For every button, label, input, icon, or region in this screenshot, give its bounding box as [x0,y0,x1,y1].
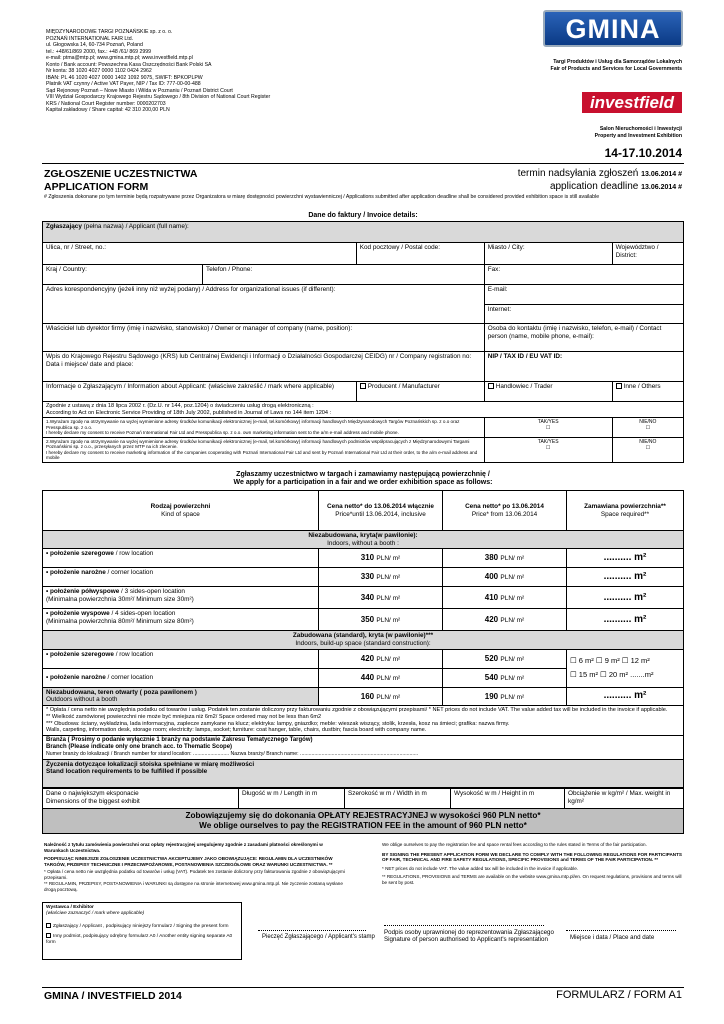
built-row-2-p2-unit: PLN/ m² [500,674,525,682]
contact-field[interactable] [484,324,683,352]
outdoor-space-input[interactable]: .......... m² [567,687,684,705]
exhibitor-title: Wystawca / Exhibitor [46,905,94,910]
krs-label: Wpis do Krajowego Rejestru Sądowego (KRS) lub Centralnej Ewidencji i Informacji o Działalności Gospodarczej CEIDG) nr / Company registration no: [46,353,472,360]
company-line: Sąd Rejonowy Poznań – Nowe Miasto i Wilda w Poznaniu / Poznań District Court [46,87,233,94]
consent-1-no[interactable] [612,418,683,438]
indoor-row-p2-value: 420 [484,614,499,624]
company-info [46,29,366,114]
law-pl: Zgodnie z ustawą z dnia 18 lipca 2002 r. (Dz.U. nr 144, poz.1204) o świadczeniu usług drogą elektroniczną : [46,403,314,409]
deadline-note: # Zgłoszenia dokonane po tym terminie będą rozpatrywane przez Organizatora w miarę dostępności powierzchni wystawienniczej / Applications submitted after application deadline shall be considered provided exhibition space is still available [44,194,600,200]
indoor-row [43,587,684,609]
invoice-section-title: Dane do faktury / Invoice details: [308,212,418,219]
registration-fee [43,809,684,834]
indoor-row-label [43,568,319,587]
col-space [567,491,684,531]
terms-right-3: * NET prices do not include VAT. The value added tax will be included in the invoice if applicable. [382,866,579,872]
indoor-row-label [43,549,319,568]
signature-pl: Podpis osoby uprawnionej do reprezentowania Zgłaszającego [384,929,554,936]
indoor-row-en: / 4 sides-open location [109,610,176,618]
built-row-1-p1-unit: PLN/ m² [376,655,401,663]
col-kind [43,491,319,531]
length-field[interactable] [239,789,345,809]
owner-field[interactable] [43,324,485,352]
col-price-early [319,491,443,531]
space-note-3: *** Obudowa: ściany, wykładzina, lada informacyjna, zaplecze zamykane na klucz; elektryka: lampy, gniazdko; meble: wieszak wiszący, stolik, krzesła, kosz na śmieci; grafika: nazwa firmy. [46,720,510,727]
exhibitor-mark: (właściwe zaznaczyć / mark where applicable) [46,911,145,917]
internet-field[interactable] [484,305,683,324]
indoor-row-p2-value: 400 [484,572,499,582]
outdoor-p2-value: 190 [484,691,499,701]
phone-field[interactable] [203,265,485,285]
branch-line[interactable]: Numer branży do lokalizacji / Branch number for stand location: ......................... Nazwa branży/ Branch name: .................................................................................. [46,751,419,758]
nip-field[interactable] [484,352,683,382]
applicant-label-rest: (pełna nazwa) / Applicant (full name): [83,223,189,230]
company-line: Płatnik VAT czynny / Active VAT Payer, NIP / Tax ID: 777-00-00-488 [46,81,201,87]
indoor-row [43,568,684,587]
load-label: Obciążenie w kg/m² / Max. weight in kg/m² [568,790,671,805]
exhibitor-opt-2[interactable] [46,933,238,947]
height-label: Wysokość w m / Height in m [454,790,535,797]
trader-label: Handlowiec / Trader [495,383,553,390]
company-line: Kapitał zakładowy / Share capital: 42 310 200,00 PLN [46,107,170,113]
footer-right: FORMULARZ / FORM A1 [556,989,682,1001]
built-row-1-pl: • położenie szeregowe [46,650,114,658]
others-label: Inne / Others [623,383,661,390]
built-row-1-en: / row location [113,650,154,658]
applicant-label-pl: Zgłaszający [46,223,82,230]
city-field[interactable] [484,243,612,265]
consent-1-yes-box[interactable]: ☐ [545,425,551,432]
company-line: tel.: +48/61/869 2000, fax.: +48 /61/ 869 2999 [46,48,151,55]
gmina-desc-pl: Targi Produktów i Usług dla Samorządów Lokalnych [553,59,682,65]
indoor-row-p1 [319,609,443,631]
applicant-info-text: Informacje o Zgłaszającym / Information about Applicant: (właściwe zakreślić / mark where applicable) [46,383,335,390]
footer-rule [42,987,684,988]
indoor-row-pl: • położenie narożne [46,569,106,577]
indoor-row-p2-unit: PLN/ m² [500,574,525,582]
exhibitor-opt-1-checkbox[interactable] [46,923,51,928]
indoor-row-p1-unit: PLN/ m² [376,555,401,563]
built-row-1-p2-value: 520 [484,653,499,663]
consent-1-no-box[interactable]: ☐ [645,425,651,432]
province-label: Województwo / District: [615,244,659,259]
investfield-desc-en: Property and Investment Exhibition [594,133,682,139]
built-row-2-en: / corner location [105,673,154,681]
others-option[interactable] [612,382,683,402]
city-label: Miasto / City: [487,244,525,251]
indoor-row-p1-unit: PLN/ m² [376,616,401,624]
space-note-2: ** Wielkość zamówionej powierzchni nie może być mniejsza niż 6m2/ Space ordered may not be less than 6m2 [46,713,322,720]
indoor-row [43,609,684,631]
outdoor-p2 [443,687,567,705]
built-row-2 [43,668,319,687]
indoor-row-p2 [443,587,567,609]
indoor-row-en: / row location [113,550,154,558]
indoor-row-label [43,587,319,609]
company-line: VIII Wydział Gospodarczy Krajowego Rejestru Sądowego / 8th Division of National Court Register [46,94,271,100]
terms-left-4: ** REGULAMIN, PRZEPISY, POSTANOWIENIA i WARUNKI są dostępne na stronie internetowej www.gmina.mtp.pl. Nie zyczenie zostaną wysłane drogą pocztową. [44,881,343,893]
col-kind-pl: Rodzaj powierzchni [150,502,211,510]
space-table [42,490,684,788]
consent-2-no-label: NIE/NO [639,438,657,445]
built-row-2-p2-value: 540 [484,672,499,682]
location-pl: Życzenia dotyczące lokalizacji stoiska spełniane w miarę możliwości [46,760,255,768]
indoor-row [43,549,684,568]
height-field[interactable] [451,789,565,809]
indoor-row-pl: • położenie szeregowe [46,550,114,558]
postal-field[interactable] [356,243,484,265]
title-pl: ZGŁOSZENIE UCZESTNICTWA [44,168,198,180]
indoor-pl: Niezabudowana, kryta(w pawilonie): [308,532,418,539]
company-line: Nr konta: 38 1020 4027 0000 1102 0424 2962 [46,68,152,74]
company-line: POZNAŃ INTERNATIONAL FAIR Ltd. [46,35,134,42]
exhibit-table [42,788,684,834]
investfield-desc-pl: Salon Nieruchomości i Inwestycji [599,126,682,132]
deadline-en [420,181,682,193]
consent-1-pl: 1.Wyrażam zgodę na otrzymywanie na wyżej wymienione adresy środków komunikacji elektronicznej (e-mail, tel.komórkowy) informacji handlowych Międzynarodowych Targów Poznańskich sp. z o.o oraz Presspublica sp. z o.o. [46,419,460,430]
indoor-en: Indoors, without a booth : [327,539,399,547]
built-row-2-p1-value: 440 [360,672,375,682]
built-subheader [43,631,684,649]
producer-label: Producent / Manufacturer [367,383,440,390]
indoor-row-min: (Minimalna powierzchnia 80m²/ Minimum size 80m²) [46,618,194,626]
indoor-row-p1 [319,568,443,587]
length-label: Długość w m / Length in m [242,790,318,797]
producer-option[interactable] [356,382,484,402]
signature-line[interactable] [384,925,544,926]
title-en: APPLICATION FORM [44,181,149,193]
law-en: According to Act on Electronic Service Providing of 18th July 2002, published in Journal of Laws no 144 item 1204 : [46,409,332,416]
indoor-row-p1 [319,587,443,609]
location-field[interactable] [43,759,684,787]
exhibitor-opt-2-checkbox[interactable] [46,933,51,938]
terms-right-4: ** REGULATIONS, PROVISIONS and TERMS are available on the website www.gmina.mtp.pl/en. On request regulations, provisions and terms will be sent by post. [382,873,682,885]
outdoor-p2-unit: PLN/ m² [500,693,525,701]
indoor-row-p2-value: 410 [484,592,499,602]
location-en: Stand location requirements to be fulfilled if possible [46,768,208,776]
terms-right-1: We oblige ourselves to pay the registration fee and space rental fees according to the rules stated in Terms of the fair participation. [382,842,647,847]
fax-field[interactable] [484,265,683,285]
consent-1-yes-label: TAK/YES [537,419,559,426]
fair-dates: 14-17.10.2014 [604,146,682,160]
others-checkbox[interactable] [616,383,622,389]
deadline-en-label: application deadline [549,181,639,192]
load-field[interactable] [565,789,684,809]
email-field[interactable] [484,285,683,305]
terms-left-2: PODPISUJĄC NINIEJSZE ZGŁOSZENIE UCZESTNICTWA AKCEPTUJEMY JAKO OBOWIĄZUJĄCE: REGULAMIN DLA UCZESTNIKÓW TARGÓW, PRZEPISY TECHNICZNE I PRZECIWPOŻAROWE, POSTANOWIENIA SZCZEGÓŁOWE ORAZ WARUNKI UCZESTNICTWA. ** [44,856,333,868]
indoor-row-space-input[interactable]: .......... m² [567,609,684,631]
fee-en: We oblige ourselves to pay the REGISTRATION FEE in the amount of 960 PLN netto* [199,820,527,830]
producer-checkbox[interactable] [360,383,366,389]
built-en: Indoors, build-up space (standard construction): [295,640,431,648]
biggest-pl: Dane o największym eksponacie [46,790,139,797]
street-field[interactable] [43,243,357,265]
company-line: IBAN: PL 46 1020 4027 0000 1402 1092 9075, SWIFT: BPKOPLPW [46,74,203,81]
indoor-row-space-input[interactable]: .......... m² [567,568,684,587]
col-price-early-en: Price*until 13.06.2014, inclusive [335,510,426,518]
invoice-table [42,221,684,463]
col-price-late-pl: Cena netto* po 13.06.2014 [465,502,544,510]
consent-2-yes-box[interactable]: ☐ [545,444,551,451]
street-label: Ulica, nr / Street, no.: [46,244,107,251]
col-price-late-en: Price* from 13.06.2014 [471,510,538,518]
law-notice [43,402,684,418]
company-line: ul. Głogowska 14, 60-734 Poznań, Poland [46,42,143,48]
company-line: Konto / Bank account: Powszechna Kasa Oszczędności Bank Polski SA [46,61,212,68]
built-sizes-line-1[interactable]: ☐ 6 m² ☐ 9 m² ☐ 12 m² [570,656,650,665]
internet-label: Internet: [487,306,512,313]
place-date-label: Miejsce i data / Place and date [570,934,655,941]
terms-left [44,842,348,893]
terms-left-3: * Opłata / cena netto nie uwzględnia podatku od towarów i usług (VAT). Podatek ten zostanie doliczony przy fakturowaniu zgodnie z obowiązującymi przepisami. [44,868,345,880]
fax-label: Fax: [487,266,501,273]
country-field[interactable] [43,265,203,285]
indoor-row-en: / corner location [105,569,154,577]
consent-2-pl: 2.Wyrażam zgodę na otrzymywanie na wyżej wymienione adresy środków komunikacji elektronicznej (e-mail, tel.komórkowy) informacji handlowych podmiotów współpracujących z Międzynarodowymi Targami Poznańskimi sp. z o.o., przesyłanych przez MTP na ich zlecenie. [46,438,470,450]
krs-field[interactable] [43,352,485,382]
outdoor-p1-unit: PLN/ m² [376,693,401,701]
consent-2-en: I hereby declare my consent to receive marketing information of the companies cooperating with Poznań International Fair Ltd and sent by Poznań International Fair Ltd at their order, to the a/m e-mail address and mobile [46,449,478,461]
krs-date-label: Data i miejsce/ date and place: [46,360,134,368]
built-row-1-p1-value: 420 [360,653,375,663]
company-line: MIĘDZYNARODOWE TARGI POZNAŃSKIE sp. z o. o. [46,29,173,35]
deadline-pl [420,168,682,180]
consent-1-en: I hereby declare my consent to receive Poznań International Fair Ltd and Presspublica sp. z o.o. own marketing information sent to the a/m e-mail address and mobile phone. [46,430,399,436]
exhibitor-opt-1[interactable] [46,923,238,930]
built-sizes-line-2[interactable]: ☐ 15 m² ☐ 20 m² .......m² [570,670,654,680]
indoor-row-space-input[interactable]: .......... m² [567,587,684,609]
contact-label: Osoba do kontaktu (imię i nazwisko, telefon, e-mail) / Contact person (name, mobile phone, e-mail): [487,325,662,340]
nip-label: NIP / TAX ID / EU VAT ID: [487,353,563,360]
built-row-2-p1 [319,668,443,687]
place-date-line[interactable] [566,930,676,931]
space-heading-pl: Zgłaszamy uczestnictwo w targach i zamawiamy następującą powierzchnię / [236,471,490,478]
indoor-row-p1-value: 330 [360,572,375,582]
indoor-row-p2-unit: PLN/ m² [500,594,525,602]
company-line: KRS / National Court Register number: 0000202703 [46,100,166,107]
footer-left: GMINA / INVESTFIELD 2014 [44,990,182,1002]
stamp-label: Pieczęć Zgłaszającego / Applicant's stamp [262,934,375,940]
trader-checkbox[interactable] [488,383,494,389]
owner-label: Właściciel lub dyrektor firmy (imię i nazwisko, stanowisko) / Owner or manager of company (name, position): [46,325,353,332]
consent-1-no-label: NIE/NO [639,419,657,426]
consent-2 [43,437,485,462]
indoor-row-p1-value: 310 [360,553,375,563]
built-row-2-p1-unit: PLN/ m² [376,674,401,682]
built-row-2-p2 [443,668,567,687]
col-space-en: Space required** [600,510,650,518]
terms-right-2: BY SIGNING THE PRESENT APPLICATION FORM WE DECLARE TO COMPLY WITH THE FOLLOWING REGULATIONS FOR PARTICIPANTS OF FAIR, TECHNICAL AND FIRE SAFETY REGULATIONS, SPECIFIC PROVISIONS and TERMS OF THE FAIR PARTICIPATION. ** [382,851,682,863]
col-space-pl: Zamawiana powierzchnia** [584,502,666,510]
indoor-row-pl: • położenie wyspowe [46,610,110,618]
gmina-desc-en: Fair of Products and Services for Local Governments [550,66,682,72]
space-notes [43,706,684,736]
deadline-pl-label: termin nadsyłania zgłoszeń [517,168,639,179]
terms-right [382,842,684,885]
email-label: E-mail: [487,286,508,293]
outdoor-pl: Niezabudowana, teren otwarty ( poza pawilonem ) [46,688,197,696]
indoor-row-p1-value: 340 [360,592,375,602]
indoor-row-p1-unit: PLN/ m² [376,574,401,582]
indoor-row-p2-unit: PLN/ m² [500,616,525,624]
outdoor-en: Outdoors without a booth [46,696,118,704]
built-pl: Zabudowana (standard), kryta (w pawilonie)*** [292,632,434,640]
deadline-en-value: 13.06.2014 # [641,184,682,191]
applicant-info-label [43,382,357,402]
postal-label: Kod pocztowy / Postal code: [359,244,440,251]
outdoor-p1 [319,687,443,705]
exhibitor-opt-1-label: Zgłaszający / Applicant , podpisujący niniejszy formularz / Signing the present form [53,923,229,929]
branch-en: Branch (Please indicate only one branch acc. to Thematic Scope) [46,744,233,751]
indoor-row-p2 [443,549,567,568]
indoor-row-p2-unit: PLN/ m² [500,555,525,563]
indoor-row-p2 [443,568,567,587]
terms-left-1: Należność z tytułu zamówienia powierzchni oraz opłaty rejestracyjnej uregulujemy zgodnie z zasadami płatności określonymi w Warunkach Uczestnictwa. [44,842,323,853]
col-price-early-pl: Cena netto* do 13.06.2014 włącznie [327,502,434,510]
country-label: Kraj / Country: [46,266,87,273]
branch-pl: Branża ( Prosimy o podanie wyłącznie 1 branży na podstawie Zakresu Tematycznego Targów) [46,736,313,743]
biggest-exhibit-label [43,789,239,809]
consent-1-yes[interactable] [484,418,612,438]
consent-2-no[interactable] [612,437,683,462]
signature-en: Signature of person authorised to Applicant's representation [384,936,548,944]
exhibitor-opt-2-label: Inny podmiot, podpisujący odrębny formularz A0 / Another entity signing separate A0 form [46,933,233,946]
branch-field[interactable] [43,735,684,759]
width-field[interactable] [345,789,451,809]
indoor-row-label [43,609,319,631]
width-label: Szerokość w m / Width in m [348,790,427,797]
built-row-2-pl: • położenie narożne [46,673,106,681]
indoor-row-p2 [443,609,567,631]
built-row-1-p1 [319,649,443,668]
indoor-row-pl: • położenie półwyspowe [46,588,120,596]
indoor-row-p1 [319,549,443,568]
stamp-line[interactable] [258,930,366,931]
outdoor-p1-value: 160 [360,691,375,701]
header-rule [42,163,684,164]
fee-pl: Zobowiązujemy się do dokonania OPŁATY REJESTRACYJNEJ w wysokości 960 PLN netto* [185,811,541,820]
space-heading-en: We apply for a participation in a fair and we order exhibition space as follows: [233,479,493,487]
corr-address-label: Adres korespondencyjny (jeżeli inny niż wyżej podany) / Address for organizational issues (if different): [46,286,336,293]
built-row-1-p2 [443,649,567,668]
consent-1 [43,418,485,438]
deadline-pl-value: 13.06.2014 # [641,171,682,178]
built-row-1 [43,649,319,668]
biggest-en: Dimensions of the biggest exhibit [46,797,140,805]
company-line: e-mail: ptma@mtp.pl; www.gmina.mtp.pl; www.investfield.mtp.pl [46,55,193,61]
outdoor-row [43,687,319,705]
indoor-row-min: (Minimalna powierzchnia 30m²/ Minimum size 30m²) [46,596,194,604]
signature-label [384,929,554,944]
gmina-logo: GMINA [543,10,683,47]
space-note-4: Walls, carpeting, information desk, storage room; electricity: lamps, socket; furniture: coat hanger, table, chairs, dustbin; fascia board with company name. [46,727,427,734]
built-sizes[interactable] [567,649,684,687]
space-note-1: * Opłata / cena netto nie uwzględnia podatku od towarów i usług. Podatek ten zostanie doliczony przy fakturowaniu zgodnie z obowiązującymi przepisami/ * NET prices do not include VAT. The value added tax will be included in the invoice if applicable. [46,707,668,714]
applicant-field[interactable] [43,222,684,243]
investfield-logo [582,92,682,113]
phone-label: Telefon / Phone: [206,266,253,273]
consent-2-yes[interactable] [484,437,612,462]
province-field[interactable] [612,243,683,265]
consent-2-no-box[interactable]: ☐ [645,444,651,451]
indoor-row-p1-value: 350 [360,614,375,624]
corr-address-field[interactable] [43,285,485,324]
col-kind-en: Kind of space [161,510,200,518]
indoor-row-en: / 3 sides-open location [119,588,185,596]
indoor-row-space-input[interactable]: .......... m² [567,549,684,568]
indoor-row-p1-unit: PLN/ m² [376,594,401,602]
investfield-logo-text: investfield [589,93,675,112]
indoor-subheader [43,531,684,549]
built-row-1-p2-unit: PLN/ m² [500,655,525,663]
consent-2-yes-label: TAK/YES [537,438,559,445]
indoor-row-p2-value: 380 [484,553,499,563]
exhibitor-box [42,902,242,960]
space-heading [42,471,684,488]
col-price-late [443,491,567,531]
trader-option[interactable] [484,382,612,402]
